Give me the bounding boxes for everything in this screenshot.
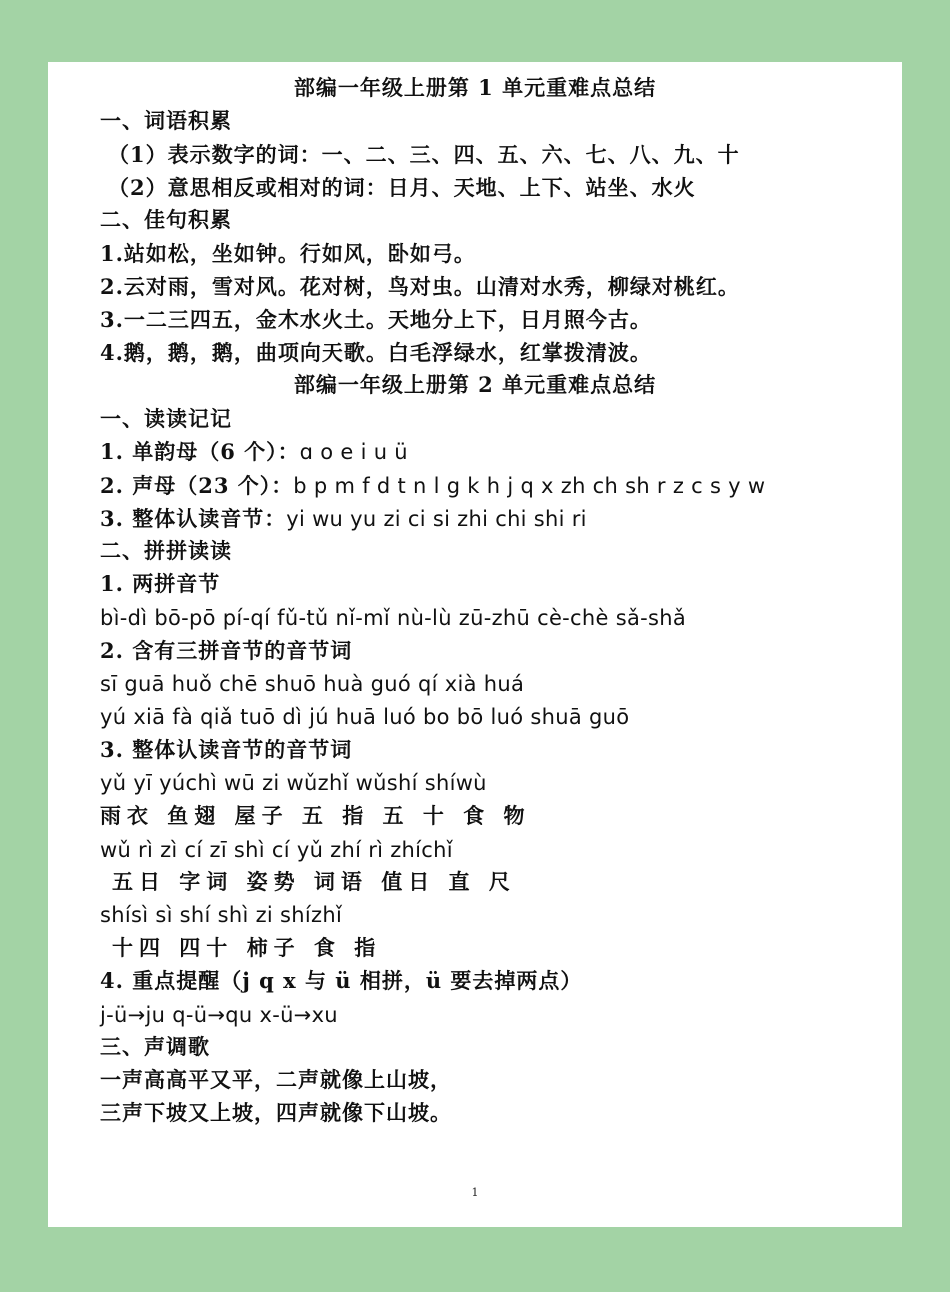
unit2-single-finals — [100, 438, 408, 466]
single-finals-label: 1. 单韵母（6 个）： — [100, 439, 300, 464]
whole-syllable-words-hanzi-2: 五日 字词 姿势 词语 值日 直 尺 — [112, 869, 516, 894]
whole-syllable-words-pinyin-2: wǔ rì zì cí zī shì cí yǔ zhí rì zhíchǐ — [100, 838, 453, 862]
single-finals-value: ɑ o e i u ü — [299, 440, 408, 464]
unit1-title: 部编一年级上册第 1 单元重难点总结 — [293, 75, 657, 100]
page-number: 1 — [471, 1186, 479, 1199]
three-part-syllables-pinyin-2: yú xiā fà qiǎ tuō dì jú huā luó bo bō luó shuā guō — [100, 705, 630, 729]
whole-syllables-value: yi wu yu zi ci si zhi chi shi ri — [286, 507, 587, 531]
unit1-opposite-words: （2）意思相反或相对的词：日月、天地、上下、站坐、水火 — [108, 175, 696, 200]
whole-syllable-words-pinyin-1: yǔ yī yúchì wū zi wǔzhǐ wǔshí shíwù — [100, 771, 487, 795]
key-reminder-value: j-ü→ju q-ü→qu x-ü→xu — [100, 1003, 338, 1027]
whole-syllable-words-hanzi-3: 十四 四十 柿子 食 指 — [112, 935, 382, 960]
two-part-syllables-pinyin: bì-dì bō-pō pí-qí fǔ-tǔ nǐ-mǐ nù-lù zū-zhū cè-chè sǎ-shǎ — [100, 606, 687, 630]
unit1-sentence-4: 4.鹅，鹅，鹅，曲项向天歌。白毛浮绿水，红掌拨清波。 — [100, 340, 652, 365]
unit1-section2-heading: 二、佳句积累 — [100, 207, 232, 232]
two-part-syllables-heading: 1. 两拼音节 — [100, 571, 221, 596]
tone-song-line-1: 一声高高平又平，二声就像上山坡， — [100, 1067, 452, 1092]
three-part-syllables-heading: 2. 含有三拼音节的音节词 — [100, 638, 353, 663]
whole-syllable-words-pinyin-3: shísì sì shí shì zi shízhǐ — [100, 903, 343, 927]
unit1-sentence-2: 2.云对雨，雪对风。花对树，鸟对虫。山清对水秀，柳绿对桃红。 — [100, 274, 740, 299]
tone-song-line-2: 三声下坡又上坡，四声就像下山坡。 — [100, 1100, 452, 1125]
unit1-sentence-1: 1.站如松，坐如钟。行如风，卧如弓。 — [100, 241, 476, 266]
initials-value: b p m f d t n l g k h j q x zh ch sh r z c s y w — [293, 474, 766, 498]
whole-syllable-words-heading: 3. 整体认读音节的音节词 — [100, 737, 353, 762]
key-reminder-heading: 4. 重点提醒（j q x 与 ü 相拼，ü 要去掉两点） — [100, 968, 583, 993]
unit2-section2-heading: 二、拼拼读读 — [100, 538, 232, 563]
unit1-sentence-3: 3.一二三四五，金木水火土。天地分上下，日月照今古。 — [100, 307, 652, 332]
unit2-title: 部编一年级上册第 2 单元重难点总结 — [293, 372, 657, 397]
unit1-number-words: （1）表示数字的词：一、二、三、四、五、六、七、八、九、十 — [108, 142, 740, 167]
whole-syllable-words-hanzi-1: 雨衣 鱼翅 屋子 五 指 五 十 食 物 — [100, 803, 531, 828]
unit2-section3-heading: 三、声调歌 — [100, 1034, 210, 1059]
unit1-section1-heading: 一、词语积累 — [100, 108, 232, 133]
unit2-whole-syllables — [100, 505, 587, 533]
whole-syllables-label: 3. 整体认读音节： — [100, 506, 287, 531]
unit2-initials — [100, 472, 765, 500]
three-part-syllables-pinyin-1: sī guā huǒ chē shuō huà guó qí xià huá — [100, 672, 525, 696]
unit2-section1-heading: 一、读读记记 — [100, 406, 232, 431]
initials-label: 2. 声母（23 个）： — [100, 473, 294, 498]
